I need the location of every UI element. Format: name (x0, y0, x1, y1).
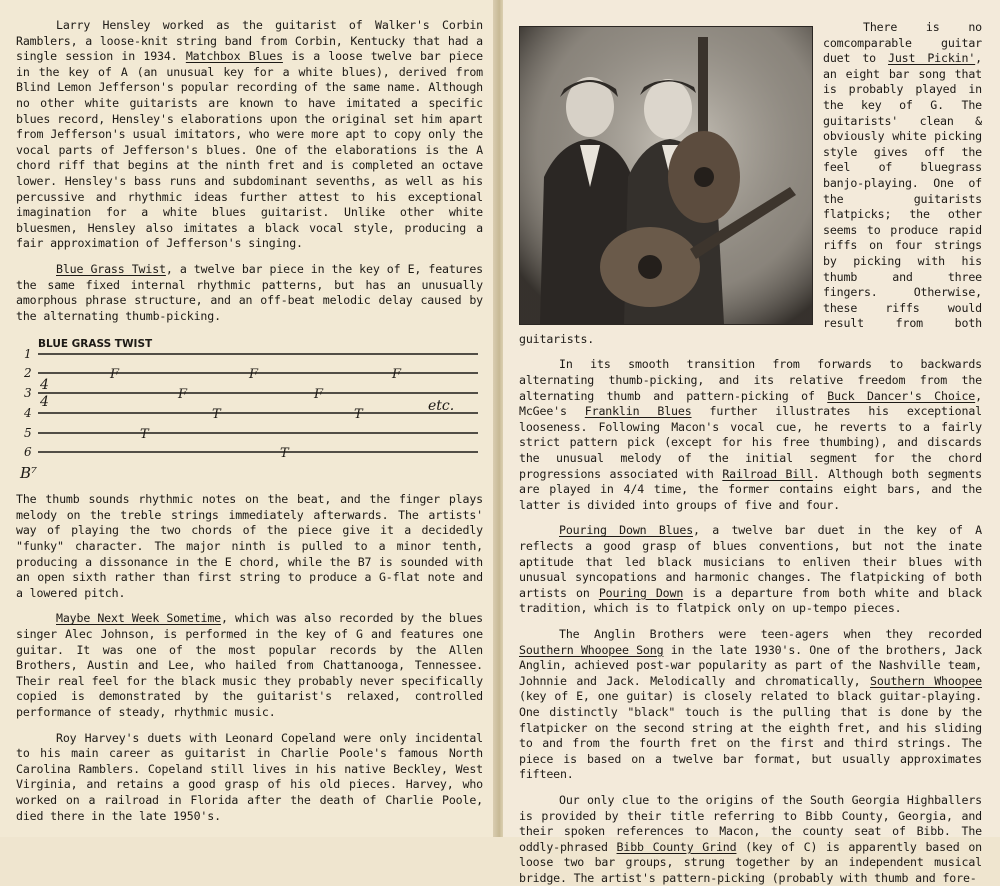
thumb-mark: T (140, 427, 149, 443)
song-title: Southern Whoopee (870, 673, 983, 688)
photo-image (520, 27, 812, 324)
left-page (0, 0, 497, 837)
tablature-staff (16, 334, 486, 484)
chord-symbol: B⁷ (20, 464, 38, 483)
finger-mark: F (314, 387, 324, 403)
thumb-mark: T (280, 446, 289, 462)
paragraph-south-georgia-highballers: Our only clue to the origins of the South Georgia Highballers is provided by their title referring to Bibb County, Georgia, and their spoken references to Macon, the county seat of Bibb. The oddly-phrased Bibb County Grind (key of C) is apparently based on loose two bar groups, strung together by an independent musical bridge. The artist's pattern-picking (probably with thumb and fore- (519, 792, 982, 885)
song-title: Buck Dancer's Choice (827, 388, 976, 403)
string-number: 5 (24, 426, 32, 441)
song-title: Just Pickin' (888, 51, 976, 66)
right-page (503, 0, 1000, 885)
paragraph-just-pickin: There is no comcomparable guitar duet to Just Pickin', an eight bar song that is probably played in the key of G. The guitarists' clean & obviously white picking style gives off the feel of bluegrass banjo-playing. One of the guitarists flatpicks; the other seems to produce rapid riffs on four strings by picking with his thumb and three fingers. Otherwise, these riffs would result from both guitarists. (519, 20, 983, 346)
band-photo (519, 26, 813, 325)
song-title: Railroad Bill (722, 466, 813, 481)
finger-mark: F (392, 367, 402, 383)
finger-mark: F (110, 367, 120, 383)
song-title: Franklin Blues (584, 404, 692, 419)
time-signature-bottom: 4 (40, 394, 49, 411)
paragraph-matchbox-blues: Larry Hensley worked as the guitarist of Walker's Corbin Ramblers, a loose-knit string band from Corbin, Kentucky that had a single session in 1934. Matchbox Blues is a loose twelve bar piece in the key of A (an unusual key for a white blues), derived from Blind Lemon Jefferson's popular recording of the same name. Although no other white guitarists are known to have imitated a specific blues record, Hensley's elaborations upon the original set him apart from Jefferson's usual imitators, who were more apt to copy only the vocal parts of Jefferson's blues. One of the elaborations is the A chord riff that begins at the ninth fret and is completed an octave lower. Hensley's bass runs and subdominant sevenths, as well as his percussive and rhythmic ideas further attest to his exceptional imagination for a white blues guitarist. Unlike other white bluesmen, Hensley also imitates a black vocal style, producing a fair approximation of Jefferson's singing. (16, 18, 484, 251)
song-title: Maybe Next Week Sometime (56, 611, 221, 626)
string-number: 4 (24, 406, 32, 421)
paragraph-blue-grass-twist: Blue Grass Twist, a twelve bar piece in the key of E, features the same fixed internal rhythmic patterns, but has an unusually amorphous phrase structure, and an off-beat melodic delay caused by the alternating thumb-picking. (16, 261, 483, 323)
string-number: 1 (24, 347, 32, 362)
finger-mark: F (178, 387, 188, 403)
song-title: Blue Grass Twist (56, 261, 166, 276)
song-title: Bibb County Grind (616, 839, 737, 854)
song-title: Pouring Down (598, 585, 684, 600)
song-title: Southern Whoopee Song (519, 642, 664, 657)
string-number: 3 (24, 386, 32, 401)
time-signature-top: 4 (40, 377, 49, 394)
paragraph-pouring-down-blues: Pouring Down Blues, a twelve bar duet in the key of A reflects a good grasp of blues conventions, but not the inate aptitude that led black musicians to enliven their blues with unusual syncopations and harmonic changes. The flatpicking of both artists on Pouring Down is a departure from both white and black tradition, which is to flatpick only on up-tempo pieces. (519, 523, 982, 616)
paragraph-thumb-sounds: The thumb sounds rhythmic notes on the beat, and the finger plays melody on the treble strings immediately afterwards. The artists' way of playing the two chords of the piece give it a decidedly "funky" character. The major ninth is pulled to a minor tenth, producing a dissonance in the E chord, while the B7 is sounded with an open sixth rather than first string to produce a G-flat note and a lowered pitch. (16, 492, 483, 600)
song-title: Pouring Down Blues (559, 523, 694, 538)
thumb-mark: T (212, 407, 221, 423)
paragraph-roy-harvey: Roy Harvey's duets with Leonard Copeland were only incidental to his main career as guitarist in Charlie Poole's famous North Carolina Ramblers. Copeland still lives in his native Beckley, West Virginia, and retains a good grasp of his old pieces. Harvey, who worked on a railroad in Florida after the death of Charlie Poole, died there in the late 1950's. (16, 730, 483, 823)
string-number: 6 (24, 445, 32, 460)
tablature-diagram (16, 334, 486, 484)
song-title: Matchbox Blues (185, 49, 283, 64)
finger-mark: F (249, 367, 259, 383)
paragraph-franklin-blues: In its smooth transition from forwards to backwards alternating thumb-picking, and its relative freedom from the alternating thumb and pattern-picking of Buck Dancer's Choice, McGee's Franklin Blues further illustrates his exceptional looseness. Following Macon's vocal cue, he reverts to a fairly strict pattern pick (except for his free thumbing), and discards the unusual melody of the initial segment for the chord progressions associated with Railroad Bill. Although both segments are played in 4/4 time, the former contains eight bars, and the latter is divided into groups of five and four. (519, 357, 983, 512)
paragraph-anglin-brothers: The Anglin Brothers were teen-agers when they recorded Southern Whoopee Song in the late 1930's. One of the brothers, Jack Anglin, achieved post-war popularity as part of the Nashville team, Johnnie and Jack. Melodically and chromatically, Southern Whoopee (key of E, one guitar) is closely related to black guitar-playing. One distinctly "black" touch is the pulling that is done by the flatpicker on the second string at the eighth fret, and his sliding to and from the fourth fret on the first and third strings. The piece is based on a twelve bar format, but usually approximates fifteen. (519, 626, 983, 782)
etc-annotation: etc. (428, 398, 455, 415)
tablature-title: BLUE GRASS TWIST (38, 338, 153, 351)
string-number: 2 (24, 366, 32, 381)
paragraph-maybe-next-week: Maybe Next Week Sometime, which was also recorded by the blues singer Alec Johnson, is performed in the key of G and features one guitar. It was one of the most popular records by the Allen Brothers, Austin and Lee, who hailed from Chattanooga, Tennessee. Their real feel for the black music they probably never specifically copied is demonstrated by the guitarist's relaxed, controlled performance of steady, rhythmic music. (16, 611, 483, 719)
thumb-mark: T (354, 407, 363, 423)
